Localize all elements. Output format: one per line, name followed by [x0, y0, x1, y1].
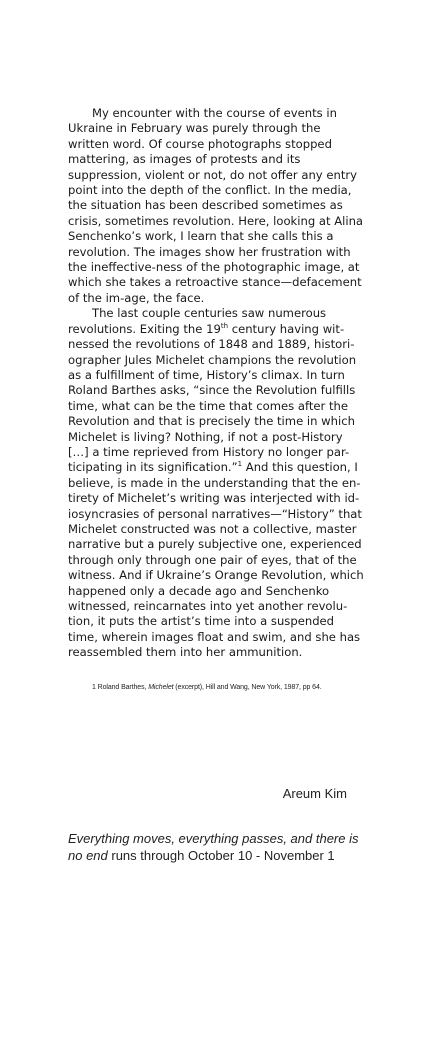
essay-paragraph-2-part-b: century having wit-nessed the revolutions of 1848 and 1889, histori-ographer Jules Michelet champions the revolution as a fulfillment of time, History’s climax. In turn Roland Barthes asks, “since the Revolution fulfills time, what can be the time that comes after the Revolution and that is precisely the time in which Michelet is living? Nothing, if not a post-History […] a time reprieved from History no longer par-ticipating in its signification.”	[68, 321, 357, 475]
essay-paragraph-1-text: My encounter with the course of events in Ukraine in February was purely through the written word. Of course photographs stopped mattering, as images of protests and its suppression, violent or not, do not offer any entry point into the depth of the conflict. In the media, the situation has been described sometimes as crisis, sometimes revolution. Here, looking at Alina Senchenko’s work, I learn that she calls this a revolution. The images show her frustration with the ineffective-ness of the photographic image, at which she takes a retroactive stance—defacement of the im-age, the face.	[68, 106, 364, 305]
essay-paragraph-1	[68, 106, 364, 306]
exhibition-dates: runs through October 10 - November 1	[107, 848, 335, 863]
essay-paragraph-2-part-c: And this question, I believe, is made in the understanding that the en-tirety of Michelet’s writing was interjected with id-iosyncrasies of personal narratives—“History” that Michelet constructed was not a collective, master narrative but a purely subjective one, experienced through only through one pair of eyes, that of the witness. And if Ukraine’s Orange Revolution, which happened only a decade ago and Senchenko witnessed, reincarnates into yet another revolu-tion, it puts the artist’s time into a suspended time, wherein images float and swim, and she has reassembled them into her ammunition.	[68, 460, 364, 660]
footnote-suffix: (excerpt), Hill and Wang, New York, 1987, pp 64.	[173, 684, 322, 691]
footnote-prefix: 1 Roland Barthes,	[92, 684, 149, 691]
footnote	[92, 683, 392, 692]
exhibition-info	[68, 830, 368, 864]
exhibition-title: Everything moves, everything passes, and there is no end	[68, 831, 359, 863]
essay-body	[68, 106, 364, 661]
essay-paragraph-2-part-a: The last couple centuries saw numerous revolutions. Exiting the 19	[68, 306, 327, 336]
footnote-book-title: Michelet	[148, 684, 174, 691]
author-name: Areum Kim	[282, 786, 347, 801]
essay-paragraph-2	[68, 306, 364, 660]
ordinal-superscript: th	[220, 321, 229, 330]
footnote-reference: 1	[237, 460, 243, 469]
